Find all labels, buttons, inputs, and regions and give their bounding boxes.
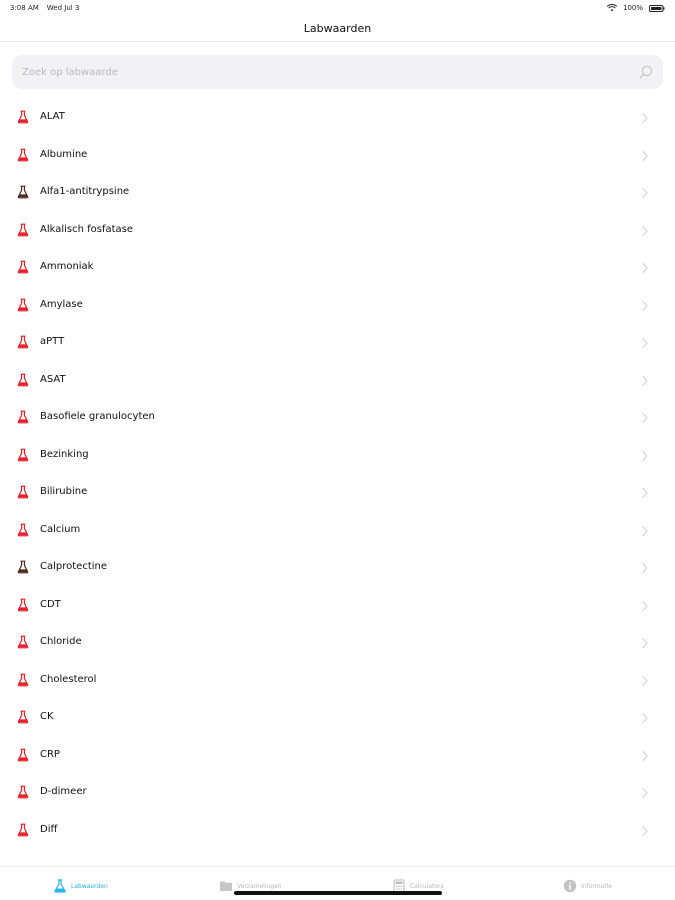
chevron-right-icon — [641, 487, 649, 499]
list-item[interactable] — [0, 363, 675, 401]
flask-icon — [17, 335, 29, 349]
chevron-right-icon — [641, 600, 649, 612]
list-item-label: CK — [40, 711, 54, 722]
chevron-right-icon — [641, 262, 649, 274]
status-bar — [0, 0, 675, 18]
list-item-label: Chloride — [40, 636, 82, 647]
tab-label: Labwaarden — [71, 882, 108, 890]
list-item-label: Diff — [40, 823, 58, 835]
flask-icon — [17, 523, 29, 537]
battery-percent: 100% — [622, 4, 643, 12]
chevron-right-icon — [641, 450, 649, 462]
tab-label: Verzamelingen — [237, 882, 282, 890]
chevron-right-icon — [641, 225, 649, 237]
tab-labwaarden[interactable] — [53, 875, 108, 897]
tab-label: Informatie — [581, 882, 612, 890]
flask-icon — [17, 410, 29, 424]
list-item[interactable] — [0, 250, 675, 288]
list-item[interactable] — [0, 400, 675, 438]
list-item-label: ASAT — [40, 373, 66, 385]
list-item-label: ALAT — [40, 111, 65, 122]
status-left — [10, 4, 79, 12]
chevron-right-icon — [641, 375, 649, 387]
navigation-bar — [0, 18, 675, 42]
list-item[interactable] — [0, 288, 675, 326]
tab-informatie[interactable] — [563, 875, 612, 897]
chevron-right-icon — [641, 337, 649, 349]
list-item-label: Basofiele granulocyten — [40, 411, 155, 422]
list-item-label: CRP — [40, 748, 60, 760]
list-item-label: Ammoniak — [40, 261, 94, 272]
tab-label: Calculators — [410, 882, 444, 890]
flask-icon — [17, 185, 29, 199]
flask-icon — [17, 598, 29, 612]
list-item-label: Bilirubine — [40, 486, 88, 497]
chevron-right-icon — [641, 187, 649, 199]
chevron-right-icon — [641, 712, 649, 724]
flask-icon — [53, 879, 67, 893]
list-item[interactable] — [0, 100, 675, 138]
flask-icon — [17, 785, 29, 799]
list-item-label: D-dimeer — [40, 786, 87, 797]
list-item-label: Amylase — [40, 298, 83, 310]
chevron-right-icon — [641, 300, 649, 312]
battery-icon — [649, 5, 665, 12]
chevron-right-icon — [641, 675, 649, 687]
wifi-icon — [607, 4, 617, 12]
list-item[interactable] — [0, 138, 675, 176]
chevron-right-icon — [641, 750, 649, 762]
list-item-label: Alfa1-antitrypsine — [40, 186, 130, 197]
flask-icon — [17, 485, 29, 499]
flask-icon — [17, 223, 29, 237]
chevron-right-icon — [641, 637, 649, 649]
list-item[interactable] — [0, 475, 675, 513]
flask-icon — [17, 560, 29, 574]
info-icon — [563, 879, 577, 893]
search-bar[interactable] — [12, 55, 663, 89]
status-right — [607, 4, 665, 12]
flask-icon — [17, 260, 29, 274]
list-item-label: aPTT — [40, 336, 65, 347]
chevron-right-icon — [641, 525, 649, 537]
list-item[interactable] — [0, 325, 675, 363]
chevron-right-icon — [641, 150, 649, 162]
list-item-label: CDT — [40, 598, 61, 610]
list-item[interactable] — [0, 550, 675, 588]
chevron-right-icon — [641, 562, 649, 574]
list-item-label: Cholesterol — [40, 673, 97, 685]
list-item[interactable] — [0, 175, 675, 213]
chevron-right-icon — [641, 787, 649, 799]
flask-icon — [17, 673, 29, 687]
labwaarden-list — [0, 100, 675, 866]
flask-icon — [17, 748, 29, 762]
list-item[interactable] — [0, 663, 675, 701]
status-date: Wed Jul 3 — [46, 4, 80, 12]
folder-icon — [219, 879, 233, 893]
flask-icon — [17, 710, 29, 724]
list-item[interactable] — [0, 213, 675, 251]
flask-icon — [17, 110, 29, 124]
search-icon[interactable] — [639, 65, 653, 79]
flask-icon — [17, 823, 29, 837]
list-item[interactable] — [0, 738, 675, 776]
chevron-right-icon — [641, 412, 649, 424]
list-item-label: Calcium — [40, 523, 81, 535]
list-item-label: Bezinking — [40, 448, 89, 460]
list-item-label: Albumine — [40, 148, 88, 160]
chevron-right-icon — [641, 825, 649, 837]
flask-icon — [17, 373, 29, 387]
list-item[interactable] — [0, 588, 675, 626]
search-input[interactable] — [22, 55, 622, 89]
list-item-label: Calprotectine — [40, 561, 108, 572]
chevron-right-icon — [641, 112, 649, 124]
flask-icon — [17, 148, 29, 162]
flask-icon — [17, 448, 29, 462]
page-title: Labwaarden — [303, 22, 372, 35]
list-item[interactable] — [0, 775, 675, 813]
list-item[interactable] — [0, 700, 675, 738]
status-time: 3:08 AM — [10, 4, 39, 12]
list-item[interactable] — [0, 625, 675, 663]
list-item[interactable] — [0, 438, 675, 476]
list-item-label: Alkalisch fosfatase — [40, 223, 134, 235]
flask-icon — [17, 635, 29, 649]
home-indicator — [234, 891, 442, 895]
list-item[interactable] — [0, 813, 675, 851]
flask-icon — [17, 298, 29, 312]
list-item[interactable] — [0, 513, 675, 551]
